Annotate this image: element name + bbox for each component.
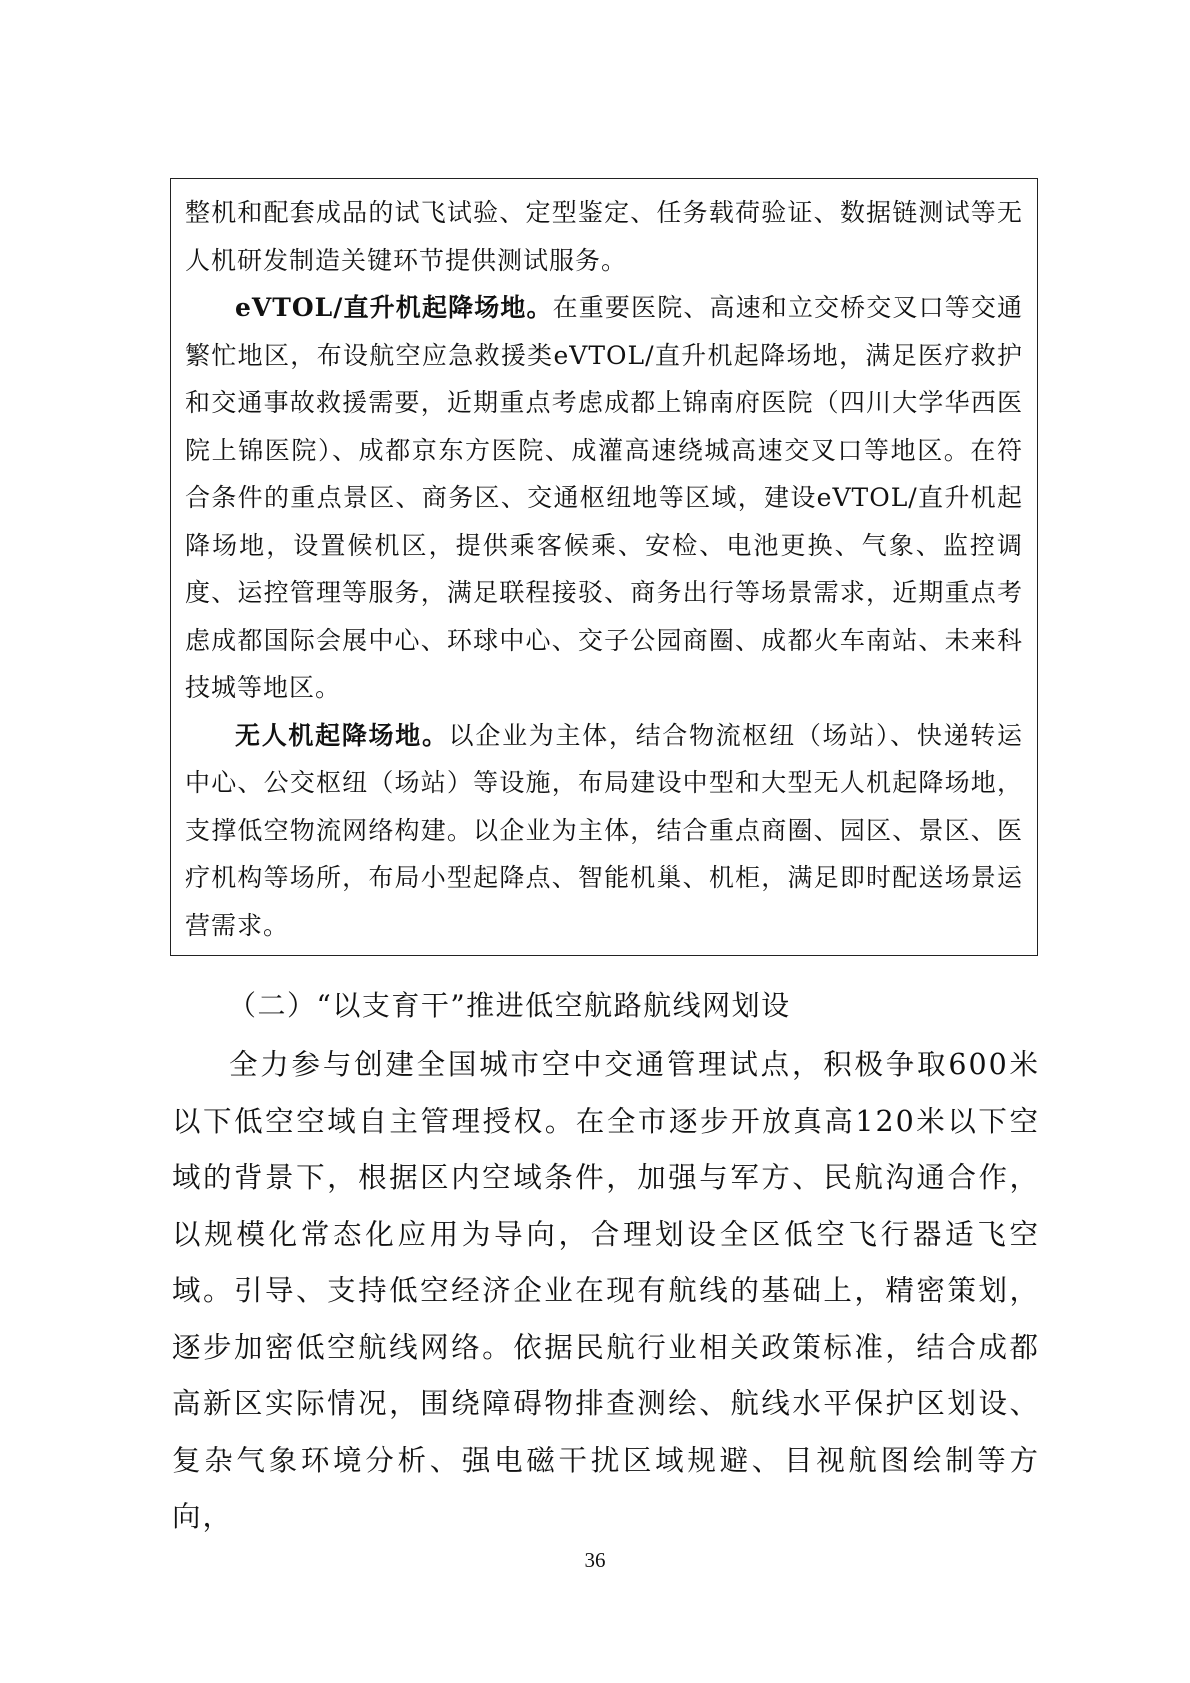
evtol-site-title: eVTOL/直升机起降场地。 [235, 293, 553, 322]
page-number: 36 [584, 1548, 606, 1572]
boxed-text-panel [170, 178, 1038, 956]
box-paragraph-1: 整机和配套成品的试飞试验、定型鉴定、任务载荷验证、数据链测试等无人机研发制造关键环节提供测试服务。 [185, 198, 1023, 275]
drone-site-title: 无人机起降场地。 [235, 720, 449, 750]
section-body-paragraph: 全力参与创建全国城市空中交通管理试点，积极争取600米以下低空空域自主管理授权。在全市逐步开放真高120米以下空域的背景下，根据区内空域条件，加强与军方、民航沟通合作，以规模化常态化应用为导向，合理划设全区低空飞行器适飞空域。引导、支持低空经济企业在现有航线的基础上，精密策划，逐步加密低空航线网络。依据民航行业相关政策标准，结合成都高新区实际情况，围绕障碍物排查测绘、航线水平保护区划设、复杂气象环境分析、强电磁干扰区域规避、目视航图绘制等方向， [172, 1048, 1040, 1533]
drone-site-body: 以企业为主体，结合物流枢纽（场站）、快递转运中心、公交枢纽（场站）等设施，布局建设中型和大型无人机起降场地，支撑低空物流网络构建。以企业为主体，结合重点商圈、园区、景区、医疗机构等场所，布局小型起降点、智能机巢、机柜，满足即时配送场景运营需求。 [185, 720, 1023, 940]
evtol-site-body: 在重要医院、高速和立交桥交叉口等交通繁忙地区，布设航空应急救援类eVTOL/直升机起降场地，满足医疗救护和交通事故救援需要，近期重点考虑成都上锦南府医院（四川大学华西医院上锦医院）、成都京东方医院、成灌高速绕城高速交叉口等地区。在符合条件的重点景区、商务区、交通枢纽地等区域，建设eVTOL/直升机起降场地，设置候机区，提供乘客候乘、安检、电池更换、气象、监控调度、运控管理等服务，满足联程接驳、商务出行等场景需求，近期重点考虑成都国际会展中心、环球中心、交子公园商圈、成都火车南站、未来科技城等地区。 [185, 293, 1023, 702]
section-heading: （二）“以支育干”推进低空航路航线网划设 [228, 989, 791, 1022]
box-paragraph-2 [185, 284, 1023, 712]
box-paragraph-3 [185, 712, 1023, 950]
